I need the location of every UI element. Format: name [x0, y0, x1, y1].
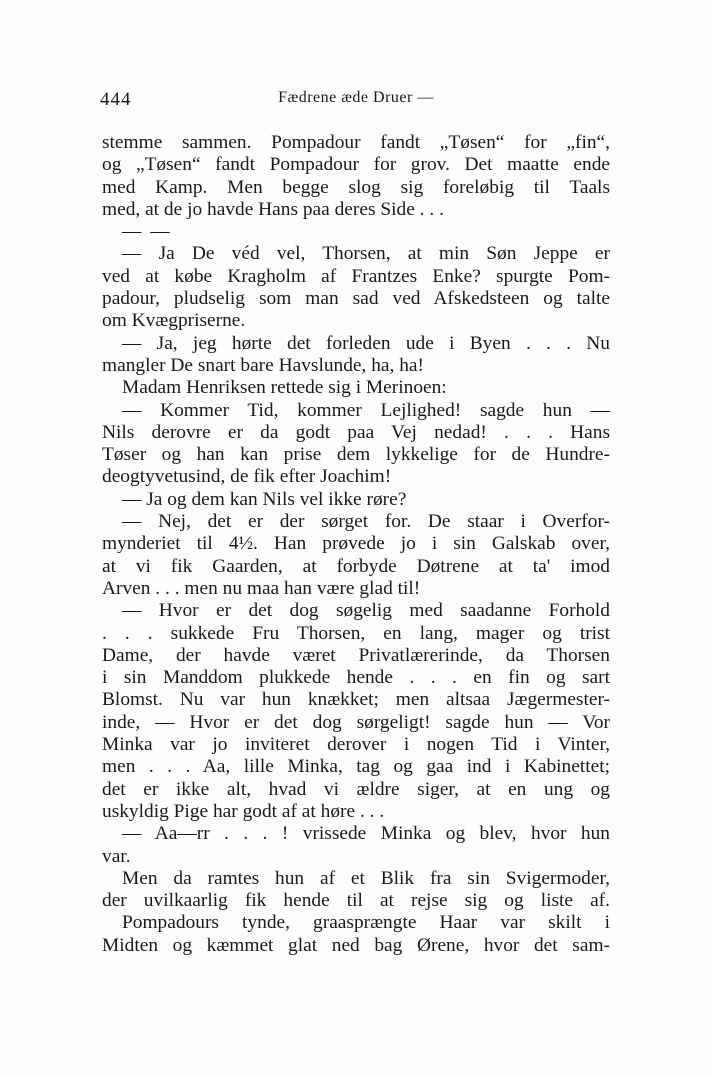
text-line: Arven . . . men nu maa han være glad til!	[102, 577, 421, 599]
text-line: — Kommer Tid, kommer Lejlighed! sagde hun —	[122, 399, 610, 421]
text-line: om Kvægpriserne.	[102, 310, 246, 332]
text-line: — —	[122, 221, 172, 243]
text-line: var.	[102, 845, 131, 867]
text-line: — Ja og dem kan Nils vel ikke røre?	[122, 488, 407, 510]
text-line: — Nej, det er der sørget for. De staar i Overfor-	[122, 511, 610, 533]
text-line: — Aa—rr . . . ! vrissede Minka og blev, hvor hun	[122, 823, 610, 845]
text-line: med Kamp. Men begge slog sig foreløbig til Taals	[102, 176, 610, 198]
text-line: der uvilkaarlig fik hende til at rejse sig og liste af.	[102, 890, 610, 912]
page-number: 444	[100, 89, 132, 110]
text-line: Blomst. Nu var hun knækket; men altsaa Jægermester-	[102, 689, 610, 711]
text-line: padour, pludselig som man sad ved Afskedsteen og talte	[102, 288, 610, 310]
text-line: det er ikke alt, hvad vi ældre siger, at en ung og	[102, 778, 610, 800]
body-text	[102, 132, 610, 957]
text-line: Dame, der havde været Privatlærerinde, da Thorsen	[102, 644, 610, 666]
text-line: Minka var jo inviteret derover i nogen Tid i Vinter,	[102, 734, 610, 756]
running-title: Fædrene æde Druer —	[278, 89, 434, 106]
text-line: i sin Manddom plukkede hende . . . en fin og sart	[102, 667, 610, 689]
text-line: og „Tøsen“ fandt Pompadour for grov. Det maatte ende	[102, 154, 610, 176]
text-line: mangler De snart bare Havslunde, ha, ha!	[102, 354, 424, 376]
text-line: . . . sukkede Fru Thorsen, en lang, mager og trist	[102, 622, 610, 644]
text-line: Pompadours tynde, graasprængte Haar var skilt i	[122, 912, 610, 934]
text-line: mynderiet til 4½. Han prøvede jo i sin Galskab over,	[102, 533, 610, 555]
text-line: — Ja De véd vel, Thorsen, at min Søn Jeppe er	[122, 243, 610, 265]
text-line: uskyldig Pige har godt af at høre . . .	[102, 800, 385, 822]
text-line: stemme sammen. Pompadour fandt „Tøsen“ for „fin“,	[102, 132, 610, 153]
text-line: Men da ramtes hun af et Blik fra sin Svigermoder,	[122, 867, 610, 889]
page-header	[100, 89, 612, 119]
text-line: Tøser og han kan prise dem lykkelige for de Hundre-	[102, 444, 610, 466]
text-line: med, at de jo havde Hans paa deres Side . . .	[102, 198, 444, 220]
text-line: Nils derovre er da godt paa Vej nedad! . . . Hans	[102, 421, 610, 443]
text-line: inde, — Hvor er det dog sørgeligt! sagde hun — Vor	[102, 711, 610, 733]
text-line: at vi fik Gaarden, at forbyde Døtrene at ta' imod	[102, 555, 610, 577]
text-line: — Hvor er det dog søgelig med saadanne Forhold	[122, 600, 610, 622]
text-line: Midten og kæmmet glat ned bag Ørene, hvor det sam-	[102, 934, 610, 956]
text-line: Madam Henriksen rettede sig i Merinoen:	[122, 377, 447, 399]
text-line: deogtyvetusind, de fik efter Joachim!	[102, 466, 392, 488]
text-line: — Ja, jeg hørte det forleden ude i Byen . . . Nu	[122, 332, 610, 354]
text-line: ved at købe Kragholm af Frantzes Enke? spurgte Pom-	[102, 265, 610, 287]
text-line: men . . . Aa, lille Minka, tag og gaa ind i Kabinettet;	[102, 756, 610, 778]
